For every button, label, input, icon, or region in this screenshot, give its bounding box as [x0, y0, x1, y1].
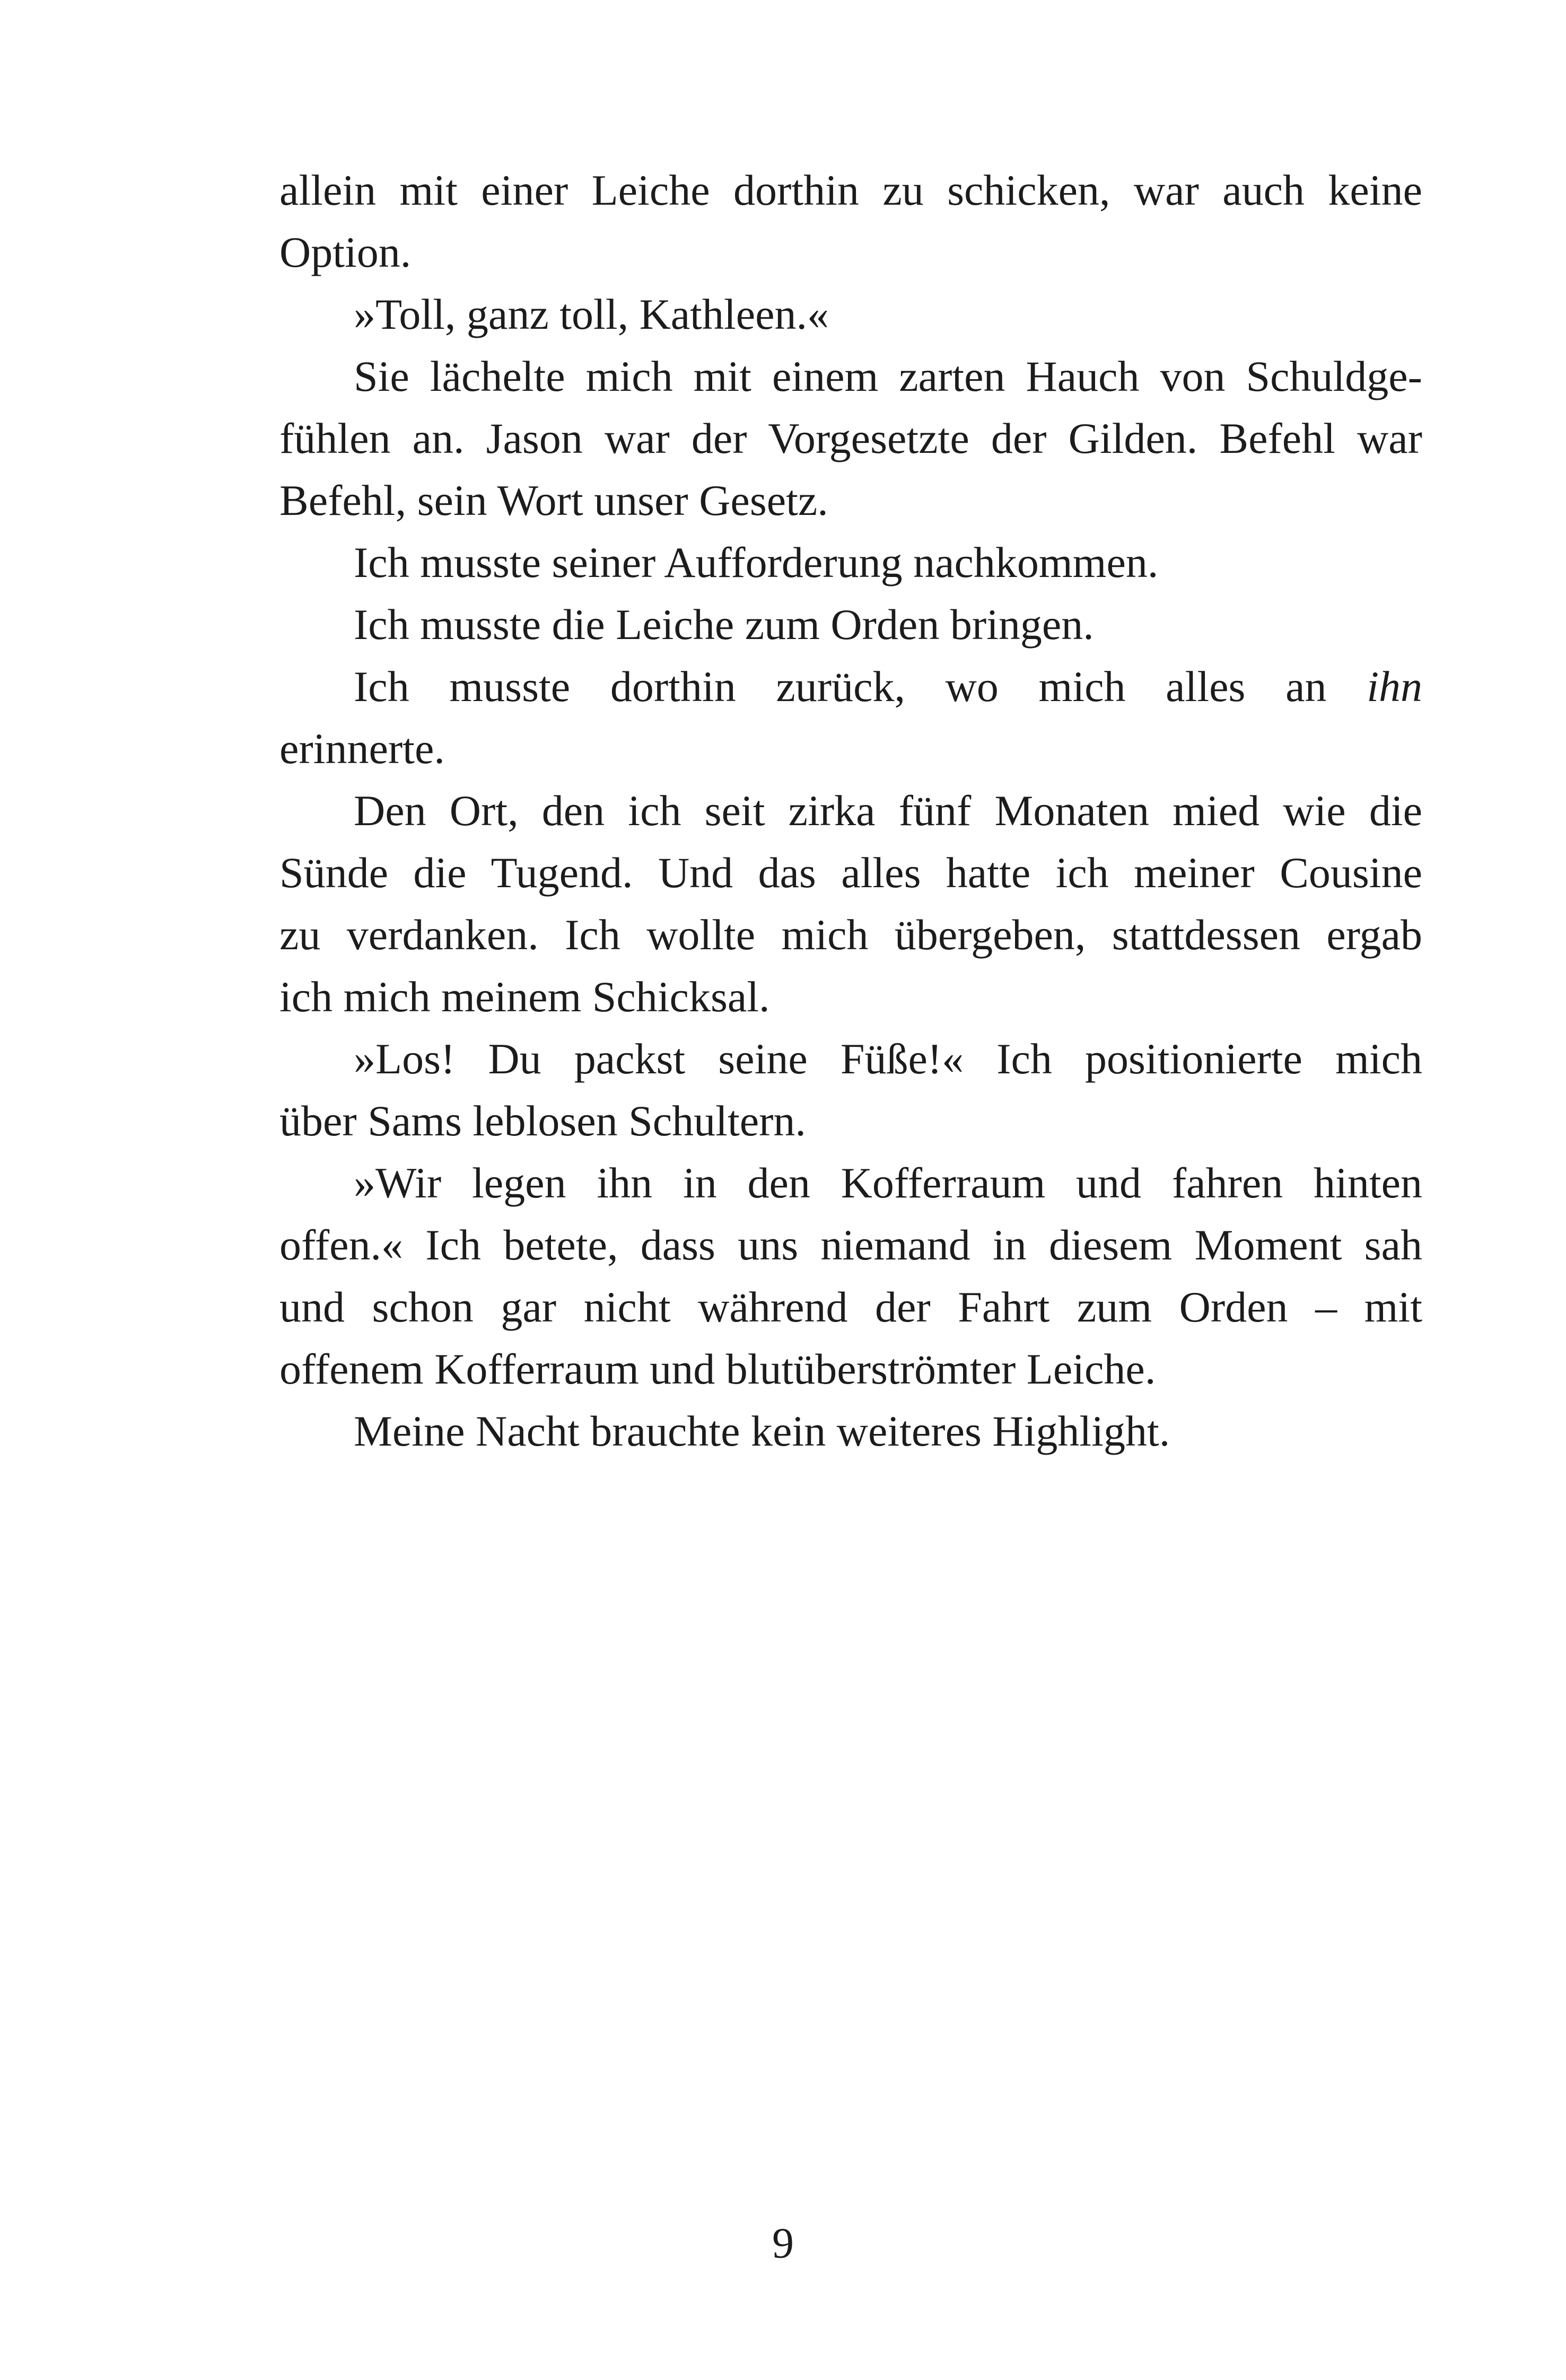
text-line: erinnerte. [279, 724, 445, 773]
text-line: offenem Kofferraum und blutüberströmter Leiche. [279, 1345, 1156, 1393]
text-line: Sünde die Tugend. Und das alles hatte ich meiner Cousine [279, 848, 1422, 897]
text-line: ich mich meinem Schicksal. [279, 973, 770, 1021]
text-line: Befehl, sein Wort unser Gesetz. [279, 476, 828, 524]
page-number: 9 [772, 2219, 794, 2267]
text-line: Ich musste seiner Aufforderung nachkommen. [354, 538, 1159, 587]
text-line: und schon gar nicht während der Fahrt zum Orden – mit [279, 1283, 1422, 1331]
text-segment: Ich musste dorthin zurück, wo mich alles an [354, 662, 1367, 711]
text-line: zu verdanken. Ich wollte mich übergeben, stattdessen ergab [279, 911, 1422, 959]
text-line: fühlen an. Jason war der Vorgesetzte der Gilden. Befehl war [279, 414, 1422, 462]
text-line: allein mit einer Leiche dorthin zu schicken, war auch keine [279, 166, 1422, 214]
text-line: Sie lächelte mich mit einem zarten Hauch von Schuldge- [354, 352, 1422, 400]
text-line: »Wir legen ihn in den Kofferraum und fahren hinten [354, 1159, 1422, 1207]
text-line: über Sams leblosen Schultern. [279, 1097, 806, 1145]
text-line: Meine Nacht brauchte kein weiteres Highlight. [354, 1407, 1170, 1455]
text-line: offen.« Ich betete, dass uns niemand in diesem Moment sah [279, 1221, 1422, 1269]
text-line: Den Ort, den ich seit zirka fünf Monaten mied wie die [354, 786, 1422, 835]
emphasis-text: ihn [1367, 662, 1422, 711]
text-line: Option. [279, 228, 412, 276]
body-text [279, 159, 1422, 1462]
text-line: »Los! Du packst seine Füße!« Ich positionierte mich [354, 1035, 1422, 1083]
text-line: »Toll, ganz toll, Kathleen.« [354, 290, 829, 338]
text-line [279, 655, 1422, 718]
text-line: Ich musste die Leiche zum Orden bringen. [354, 600, 1094, 649]
